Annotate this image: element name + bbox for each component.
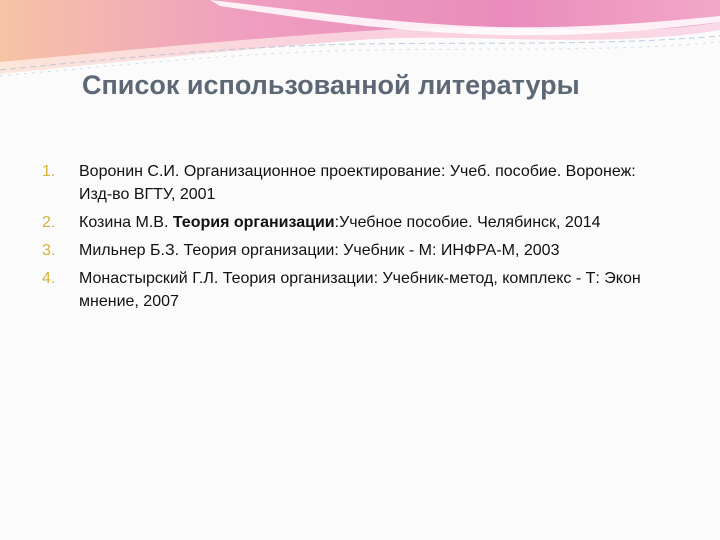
reference-text: Мильнер Б.З. Теория организации: Учебник - М: ИНФРА-М, 2003: [79, 242, 560, 259]
reference-author: Козина М.В.: [79, 214, 173, 231]
reference-number: 1.: [42, 163, 56, 180]
reference-list: [42, 160, 662, 318]
reference-item-4: [42, 267, 662, 313]
reference-item-1: [42, 160, 662, 206]
reference-number: 2.: [42, 214, 56, 231]
reference-text: Монастырский Г.Л. Теория организации: Учебник-метод, комплекс - Т: Экон мнение, 2007: [79, 270, 641, 310]
reference-item-3: [42, 239, 662, 262]
reference-text: [79, 214, 601, 231]
reference-number: 4.: [42, 270, 56, 287]
reference-item-2: [42, 211, 662, 234]
reference-bold-title: Теория организации: [172, 214, 335, 231]
reference-details: :Учебное пособие. Челябинск, 2014: [334, 214, 601, 231]
reference-text: Воронин С.И. Организационное проектирование: Учеб. пособие. Воронеж: Изд-во ВГТУ, 2001: [79, 163, 636, 203]
page-title: Список использованной литературы: [82, 70, 580, 100]
reference-number: 3.: [42, 242, 56, 259]
